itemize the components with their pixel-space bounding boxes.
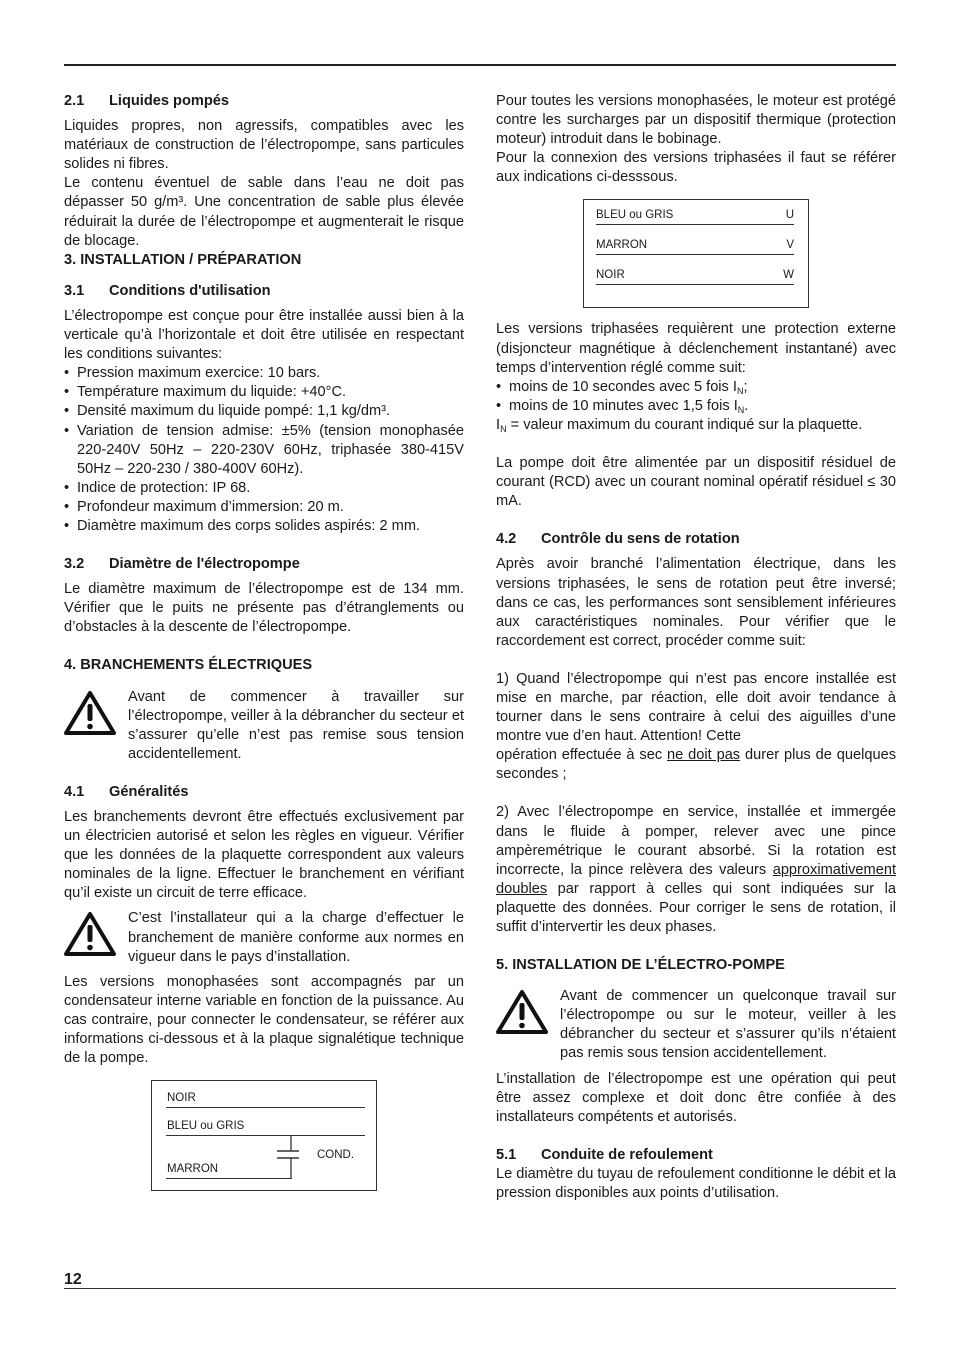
heading-4-1: 4.1 Généralités xyxy=(64,783,189,800)
paragraph: Les versions monophasées sont accompagnés par un condensateur interne variable en fonction de la puissance. Au cas contraire, pour connecter le condensateur, se référer aux informations ci-dessous et à la plaque signalétique technique de la pompe. xyxy=(64,973,464,1067)
wire-row: BLEU ou GRIS U xyxy=(596,208,794,225)
list-item: • Profondeur maximum d’immersion: 20 m. xyxy=(64,498,464,517)
paragraph: 1) Quand l’électropompe qui n’est pas encore installée est mise en marche, par réaction, elle doit avoir tendance à tourner dans le sens contraire à celui des aiguilles d’une montre vue d’en haut. Attention! Cette xyxy=(496,670,896,745)
paragraph: Les branchements devront être effectués exclusivement par un électricien autorisé et selon les règles en vigueur. Vérifier que les données de la plaquette correspondent aux valeurs nominales de la ligne. Effectuer le branchement en vérifiant qu’il existe un circuit de terre efficace. xyxy=(64,809,464,902)
list-item: • Indice de protection: IP 68. xyxy=(64,479,464,498)
page-number: 12 xyxy=(64,1271,82,1288)
heading-5: 5. INSTALLATION DE L’ÉLECTRO-POMPE xyxy=(496,957,785,974)
protection-list xyxy=(496,378,896,416)
wire-label-noir: NOIR xyxy=(167,1092,196,1105)
single-phase-wiring-diagram xyxy=(151,1080,377,1191)
right-column xyxy=(496,92,896,1203)
list-item: • moins de 10 secondes avec 5 fois $I_N$; xyxy=(496,378,896,397)
paragraph: Après avoir branché l’alimentation électrique, dans les versions triphasées, le sens de rotation peut être inversé; dans ce cas, les performances sont sensiblement inférieures aux caractéristiques nominales. Pour vérifier que le raccordement est correct, procéder comme suit: xyxy=(496,556,896,649)
heading-2-1: 2.1 Liquides pompés xyxy=(64,93,230,109)
heading-4-2: 4.2 Contrôle du sens de rotation xyxy=(496,531,740,548)
wire-row: MARRON V xyxy=(596,238,794,255)
list-item: • Variation de tension admise: ±5% (tension monophasée 220-240V 50Hz – 220-230V 60Hz, triphasée 380-415V 50Hz – 220-230 / 380-400V 60Hz). xyxy=(64,422,464,479)
list-item: • Diamètre maximum des corps solides aspirés: 2 mm. xyxy=(64,517,464,536)
heading-3: 3. INSTALLATION / PRÉPARATION xyxy=(64,251,302,268)
wire-row: NOIR W xyxy=(596,268,794,285)
paragraph: La pompe doit être alimentée par un dispositif résiduel de courant (RCD) avec un courant nominal opératif résiduel ≤ 30 mA. xyxy=(496,455,896,510)
paragraph: Le diamètre du tuyau de refoulement conditionne le débit et la pression disponibles aux points d’utilisation. xyxy=(496,1165,896,1202)
warning-block: Avant de commencer un quelconque travail sur l’électropompe ou sur le moteur, veiller à les débrancher du secteur et s’assurer qu’ils n’étaient pas remis sous tension accidentellement. xyxy=(496,987,896,1063)
header-rule xyxy=(64,64,896,66)
heading-3-2: 3.2 Diamètre de l'électropompe xyxy=(64,556,300,573)
left-column xyxy=(64,92,464,1191)
paragraph: Le contenu éventuel de sable dans l’eau ne doit pas dépasser 50 g/m³. Une concentration de sable plus élevée réduirait la durée de l’électropompe et augmenterait le risque de blocage. xyxy=(64,175,464,249)
capacitor-symbol xyxy=(272,1135,302,1179)
paragraph: L’installation de l’électropompe est une opération qui peut être assez complexe et doit donc être confiée à des installateurs compétents et autorisés. xyxy=(496,1070,896,1125)
wire-label-marron: MARRON xyxy=(167,1163,219,1176)
paragraph: Pour toutes les versions monophasées, le moteur est protégé contre les surcharges par un dispositif thermique (protection moteur) introduit dans le bobinage. xyxy=(496,93,896,148)
heading-5-1: 5.1 Conduite de refoulement xyxy=(496,1146,713,1163)
warning-triangle-icon xyxy=(64,911,116,957)
paragraph: 2) Avec l’électropompe en service, installée et immergée dans le fluide à pomper, relever avec une pince ampèremétrique le courant absorbé. Si la rotation est incorrecte, la pince relèvera des valeurs approximativement doubles par rapport à celles qui sont indiquées sur la plaquette des données. Pour corriger le sens de rotation, il suffit d’intervertir les deux phases. xyxy=(496,804,896,935)
paragraph: Liquides propres, non agressifs, compatibles avec les matériaux de construction de l’électropompe, sans particules solides ni fibres. xyxy=(64,118,464,173)
warning-block: C’est l’installateur qui a la charge d’effectuer le branchement de manière conforme aux normes en vigueur dans le pays d’installation. xyxy=(64,909,464,966)
paragraph: L’électropompe est conçue pour être installée aussi bien à la verticale qu’à l’horizontale et doit être utilisée en respectant les conditions suivantes: xyxy=(64,307,464,363)
list-item: • Pression maximum exercice: 10 bars. xyxy=(64,364,464,383)
paragraph: opération effectuée à sec ne doit pas durer plus de quelques secondes ; xyxy=(496,747,896,783)
wire-line xyxy=(166,1135,365,1136)
paragraph: Pour la connexion des versions triphasées il faut se référer aux indications ci-desssous. xyxy=(496,150,896,186)
wire-line xyxy=(166,1107,365,1108)
capacitor-label: COND. xyxy=(317,1149,355,1162)
warning-triangle-icon xyxy=(64,690,116,736)
wire-label-bleu: BLEU ou GRIS xyxy=(167,1120,245,1133)
paragraph: Le diamètre maximum de l’électropompe est de 134 mm. Vérifier que le puits ne présente pas d’étranglements ou d’obstacles à la descente de l’électropompe. xyxy=(64,581,464,636)
heading-4: 4. BRANCHEMENTS ÉLECTRIQUES xyxy=(64,657,313,674)
conditions-list xyxy=(64,364,464,536)
list-item: • Densité maximum du liquide pompé: 1,1 kg/dm³. xyxy=(64,402,464,421)
paragraph: Les versions triphasées requièrent une protection externe (disjoncteur magnétique à déclenchement instantané) avec temps d’intervention réglé comme suit: xyxy=(496,321,896,376)
footer-rule xyxy=(64,1288,896,1289)
three-phase-wiring-diagram xyxy=(583,199,809,308)
heading-3-1: 3.1 Conditions d'utilisation xyxy=(64,282,271,299)
paragraph: $I_N$ = valeur maximum du courant indiqué sur la plaquette. xyxy=(496,416,863,434)
warning-triangle-icon xyxy=(496,989,548,1035)
warning-block: Avant de commencer à travailler sur l’électropompe, veiller à la débrancher du secteur et s’assurer qu’elle n’est pas remise sous tension accidentellement. xyxy=(64,688,464,764)
list-item: • moins de 10 minutes avec 1,5 fois $I_N$. xyxy=(496,397,896,416)
list-item: • Température maximum du liquide: +40°C. xyxy=(64,383,464,402)
